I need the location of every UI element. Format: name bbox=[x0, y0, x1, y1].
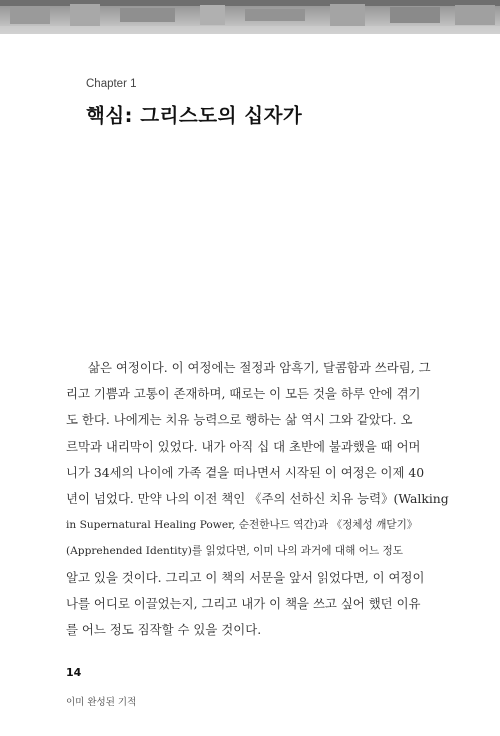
body-line: 를 어느 정도 짐작할 수 있을 것이다. bbox=[66, 621, 262, 637]
body-line: 알고 있을 것이다. 그리고 이 책의 서문을 앞서 읽었다면, 이 여정이 bbox=[66, 569, 425, 585]
body-line: (Apprehended Identity)를 읽었다면, 이미 나의 과거에 대해 어느 정도 bbox=[66, 545, 404, 558]
running-title: 이미 완성된 기적 bbox=[66, 697, 137, 708]
body-line: 년이 넘었다. 만약 나의 이전 책인 《주의 선하신 치유 능력》(Walking bbox=[66, 490, 449, 506]
header-texture-graphic bbox=[0, 0, 500, 34]
body-line: 나를 어디로 이끌었는지, 그리고 내가 이 책을 쓰고 싶어 했던 이유 bbox=[66, 595, 421, 611]
body-paragraph bbox=[66, 355, 449, 643]
body-line: 니가 34세의 나이에 가족 곁을 떠나면서 시작된 이 여정은 이제 40 bbox=[66, 464, 425, 480]
page-number: 14 bbox=[66, 666, 82, 679]
chapter-label: Chapter 1 bbox=[86, 78, 137, 90]
chapter-title: 핵심: 그리스도의 십자가 bbox=[86, 104, 303, 127]
body-line: 리고 기쁨과 고통이 존재하며, 때로는 이 모든 것을 하루 안에 겪기 bbox=[66, 386, 421, 402]
body-line: 도 한다. 나에게는 치유 능력으로 행하는 삶 역시 그와 같았다. 오 bbox=[66, 412, 413, 428]
body-line: 삶은 여정이다. 이 여정에는 절정과 암흑기, 달콤함과 쓰라림, 그 bbox=[88, 360, 431, 375]
header-texture-band bbox=[0, 0, 500, 34]
body-line: in Supernatural Healing Power, 순전한나드 역간)과 《정체성 깨닫기》 bbox=[66, 519, 418, 532]
body-line: 르막과 내리막이 있었다. 내가 아직 십 대 초반에 불과했을 때 어머 bbox=[66, 438, 421, 454]
